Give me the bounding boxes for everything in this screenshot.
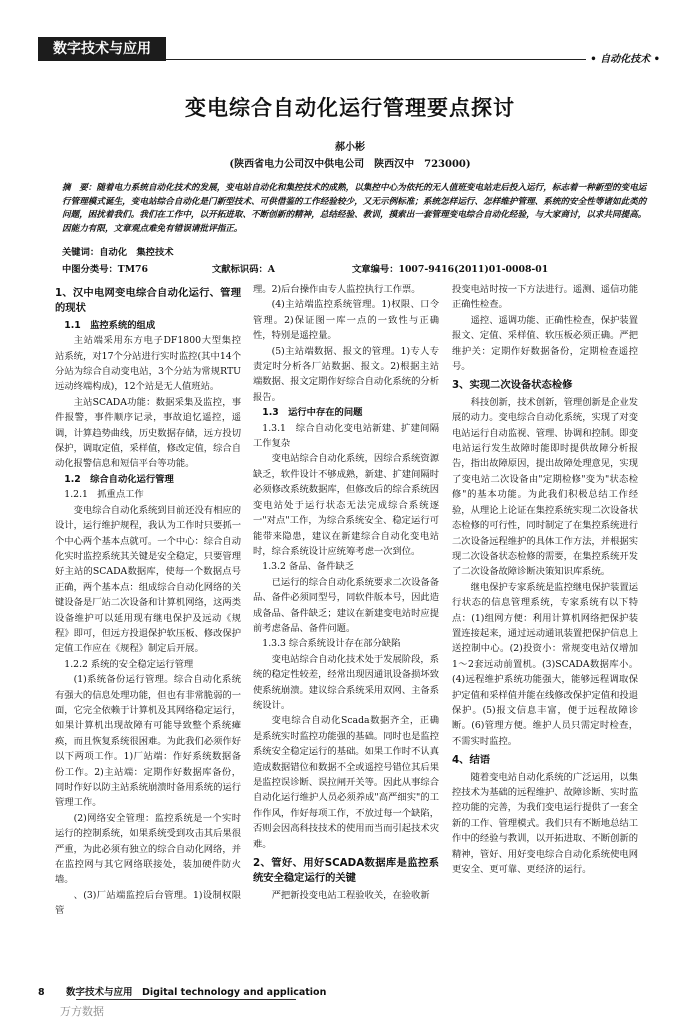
paragraph: (1)系统备份运行管理。综合自动化系统有强大的信息处理功能，但也有非常脆弱的一面，它完全依赖于计算机及其网络稳定运行，如果计算机出现故障有可能导致整个系统瘫痪，而且恢复系统很困难。为此我们必须作好以下两项工作。1)厂站端：作好系统数据备份工作。2)主站端：定期作好数据库备份，同时作好以防主站系统崩溃时备用系统的运行管理工作。 [55,674,241,809]
section-heading: 2、管好、用好SCADA数据库是监控系统安全稳定运行的关键 [253,857,439,885]
paragraph: 继电保护专家系统是监控继电保护装置运行状态的信息管理系统，专家系统有以下特点：(1)组网方便：利用计算机网络把保护装置连接起来，通过远动通讯装置把保护信息上送控制中心。(2)投资小：常规变电站仅增加1～2套远动前置机。(3)SCADA数据库小。(4)远程维护系统功能强大，能够远程调取保护定值和采样值并能在线修改保护定值和投退保护。(5)报文信息丰富，便于远程故障诊断。(6)管理方便。维护人员只需定时检查，不需实时监控。 [452,581,638,747]
page-title: 变电综合自动化运行管理要点探讨 [185,96,515,120]
author: 郝小彬 [335,142,365,153]
paragraph: (2)网络安全管理：监控系统是一个实时运行的控制系统，如果系统受到攻击其后果很严重，为此必须有独立的综合自动化网络，并在监控网与其它网络联接处，装加硬件防火墙。 [55,812,241,886]
paragraph: 变电站综合自动化技术处于发展阶段，系统的稳定性较差，经常出现因通讯设备损坏致使系统崩溃。建议综合系统采用双网、主备系统设计。 [253,653,439,711]
header-rule [166,59,586,60]
section-heading: 4、结语 [452,754,491,767]
body-column-3 [452,282,638,877]
paragraph: 遥控、遥调功能、正确性检查，保护装置报文、定值、采样值、软压板必须正确。严把维护关：定期作好数据备份，定期检查遥控号。 [452,314,638,373]
paragraph: 变电站综合自动化系统，因综合系统资源缺乏，软件设计不够成熟，新建、扩建间隔时必须修改系统数据库，但修改后的综合系统因变电站处于运行状态无法完成综合系统逐一"对点"工作，为综合系统安全、稳定运行可能带来隐患，建议在新建综合自动化变电站时，综合系统设计应统筹考虑一次到位。 [253,453,439,557]
paragraph: 主站端采用东方电子DF1800大型集控站系统，对17个分站进行实时监控(其中14个分站为综合自动变电站，3个分站为常规RTU远动终端构成)，12个站是无人值班站。 [55,335,241,393]
article-number: 文章编号：1007-9416(2011)01-0008-01 [352,264,549,275]
header-category: • 自动化技术 • [590,54,660,65]
document-code: 文献标识码：A [212,264,275,275]
keywords: 关键词：自动化 集控技术 [62,247,174,258]
section-heading: 1.3.1 综合自动化变电站新建、扩建间隔工作复杂 [253,422,439,450]
section-heading: 1.2.2 系统的安全稳定运行管理 [64,658,194,670]
body-column-2 [253,282,439,903]
paragraph: (4)主站端监控系统管理。1)权限、口令管理。2)保证图一库一点的一致性与正确性，特别是遥控量。 [253,299,439,342]
paragraph: 主站SCADA功能：数据采集及监控，事件报警，事件顺序记录，事故追忆遥控，遥调，计算趋势曲线，历史数据存储，远方投切保护，调取定值，采样值，修改定值，综合自动化报警信息和短信平台等功能。 [55,396,241,470]
section-heading: 1.3.2 备品、备件缺乏 [262,561,354,573]
paragraph: 科技创新，技术创新，管理创新是企业发展的动力。变电综合自动化系统，实现了对变电站运行自动监视、管理、协调和控制。即变电站运行发生故障时能即时提供故障分析报告，指出故障原因，提出故障处理意见，实现了变电站二次设备由"定期检修"变为"状态检修"的基本功能。为此我们积极总结工作经验，从理论上论证在集控系统实现二次设备状态检修的可行性，同时制定了在集控系统进行二次设备远程维护的具体工作方法，并根据实现二次设备状态检修的需要，在集控系统开发了二次设备故障诊断决策知识库系统。 [452,396,638,578]
paragraph: (5)主站端数据、报文的管理。1)专人专责定时分析各厂站数据、报文。2)根据主站端数据、报文定期作好综合自动化系统的分析报告。 [253,345,439,403]
journal-name: 数字技术与应用 Digital technology and application [65,987,327,998]
paragraph: 理。2)后台操作由专人监控执行工作票。 [253,284,421,295]
paragraph: 变电综合自动化Scada数据齐全，正确是系统实时监控功能强的基础。同时也是监控系统安全稳定运行的基础。如果工作时不认真造成数据错位和数据不全或遥控号错位其后果是监控误诊断、误拉闸开关等。因此从事综合自动化运行维护人员必须养成"高严细实"的工作作风，作好每项工作，不放过每一个缺陷，否则会因高科技技术的使用而当而引起技术灾难。 [253,715,439,850]
section-heading: 1.3 运行中存在的问题 [262,407,363,419]
section-heading: 1.2 综合自动化运行管理 [64,473,174,485]
section-tag: 数字技术与应用 [38,37,166,61]
paragraph: 投变电站时按一下方法进行。遥测、遥信功能正确性检查。 [452,284,638,311]
section-heading: 1、汉中电网变电综合自动化运行、管理的现状 [55,287,241,315]
clc-number: 中图分类号：TM76 [62,264,148,275]
body-column-1 [55,282,241,919]
footer-rule [76,999,296,1000]
paragraph: 随着变电站自动化系统的广泛运用，以集控技术为基础的远程维护、故障诊断、实时监控功能的完善，为我们变电运行提供了一套全新的工作、管理模式。我们只有不断地总结工作中的经验与教训，以开拓进取、不断创新的精神，管好、用好变电综合自动化系统使电网更安全、更可靠、更经济的运行。 [452,771,638,876]
paragraph: 已运行的综合自动化系统要求二次设备备品、备件必须同型号，同软件版本号，因此造成备品、备件缺乏；建议在新建变电站时应提前考虑备品、备件问题。 [253,576,439,634]
paragraph: 变电综合自动化系统到目前还没有相应的设计，运行维护规程，我认为工作时只要抓一个中心两个基本点就可。一个中心：综合自动化实时监控系统其关键是安全稳定，只要管理好主站的SCADA数据库，使每一个数据点号正确，两个基本点：组成综合自动化网络的关键设备是厂站二次设备和计算机网络，这两类设备维护可以延用现有继电保护及远动《规程》即可，但远方投退保护软压板、修改保护定值工作应在《规程》制定后开展。 [55,504,241,655]
footer [38,984,326,998]
section-heading: 1.2.1 抓重点工作 [64,489,144,501]
section-heading: 1.1 监控系统的组成 [64,319,156,331]
affiliation: (陕西省电力公司汉中供电公司 陕西汉中 723000) [229,159,471,170]
paragraph: 、(3)厂站端监控后台管理。1)设制权限管 [55,889,241,917]
section-heading: 1.3.3 综合系统设计存在部分缺陷 [262,638,401,650]
abstract: 摘 要：随着电力系统自动化技术的发展，变电站自动化和集控技术的成熟，以集控中心为依托的无人值班变电站走后投入运行，标志着一种新型的变电运行管理模式诞生，变电站综合自动化是门新型技术、可供借鉴的工作经验较少，又无示例标准；系统怎样运行、怎样维护管理、系统的安全性等诸如此类的问题，困扰着我们。我们在工作中，以开拓进取、不断创新的精神，总结经验、教训，摸索出一套管理变电综合自动化经验，与大家商讨，以求共同提高。因能力有限，文章观点难免有错误请批评指正。 [62,183,647,234]
watermark: 万方数据 [60,1005,104,1018]
section-heading: 3、实现二次设备状态检修 [452,379,573,392]
page-number: 8 [38,987,45,998]
paragraph: 严把新投变电站工程验收关，在验收新 [271,889,430,901]
